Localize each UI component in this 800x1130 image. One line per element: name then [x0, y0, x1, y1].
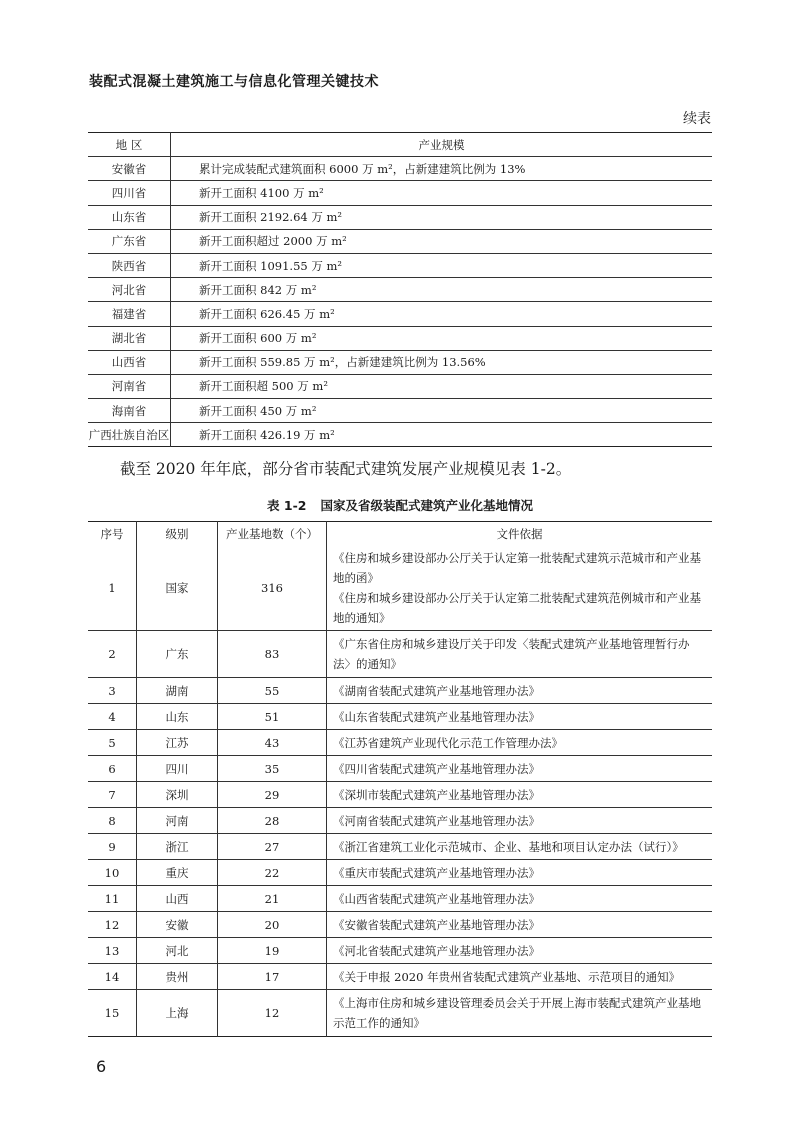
index-cell: 6 [88, 756, 137, 782]
level-cell: 国家 [137, 546, 218, 631]
scale-cell: 新开工面积 2192.64 万 m² [171, 205, 713, 229]
index-cell: 11 [88, 886, 137, 912]
table-body [88, 546, 712, 1037]
table-row [88, 350, 712, 374]
table-row [88, 229, 712, 253]
level-cell: 安徽 [137, 912, 218, 938]
document-cell: 《四川省装配式建筑产业基地管理办法》 [327, 756, 713, 782]
table-header-row [88, 133, 712, 157]
region-cell: 广东省 [88, 229, 171, 253]
table-row [88, 886, 712, 912]
column-header-document: 文件依据 [327, 522, 713, 547]
document-cell: 《重庆市装配式建筑产业基地管理办法》 [327, 860, 713, 886]
table-row [88, 399, 712, 423]
table-row [88, 808, 712, 834]
level-cell: 深圳 [137, 782, 218, 808]
level-cell: 浙江 [137, 834, 218, 860]
count-cell: 28 [218, 808, 327, 834]
count-cell: 27 [218, 834, 327, 860]
table-row [88, 181, 712, 205]
table-row [88, 964, 712, 990]
column-header-scale: 产业规模 [418, 137, 465, 152]
document-cell: 《关于申报 2020 年贵州省装配式建筑产业基地、示范项目的通知》 [327, 964, 713, 990]
scale-cell: 新开工面积 559.85 万 m²，占新建建筑比例为 13.56% [171, 350, 713, 374]
document-cell: 《上海市住房和城乡建设管理委员会关于开展上海市装配式建筑产业基地示范工作的通知》 [327, 990, 713, 1037]
level-cell: 河南 [137, 808, 218, 834]
level-cell: 山西 [137, 886, 218, 912]
table-caption [0, 496, 800, 514]
level-cell: 四川 [137, 756, 218, 782]
region-cell: 山东省 [88, 205, 171, 229]
scale-cell: 累计完成装配式建筑面积 6000 万 m²，占新建建筑比例为 13% [171, 157, 713, 181]
count-cell: 35 [218, 756, 327, 782]
document-cell: 《浙江省建筑工业化示范城市、企业、基地和项目认定办法（试行）》 [327, 834, 713, 860]
count-cell: 21 [218, 886, 327, 912]
table-row [88, 278, 712, 302]
region-cell: 海南省 [88, 399, 171, 423]
table-row [88, 834, 712, 860]
scale-cell: 新开工面积 426.19 万 m² [171, 423, 713, 447]
scale-cell: 新开工面积超过 2000 万 m² [171, 229, 713, 253]
table-row [88, 253, 712, 277]
scale-cell: 新开工面积 1091.55 万 m² [171, 253, 713, 277]
table-row [88, 302, 712, 326]
index-cell: 3 [88, 678, 137, 704]
index-cell: 15 [88, 990, 137, 1037]
table-row [88, 860, 712, 886]
level-cell: 山东 [137, 704, 218, 730]
index-cell: 4 [88, 704, 137, 730]
table-row [88, 374, 712, 398]
count-cell: 316 [218, 546, 327, 631]
column-header-level: 级别 [137, 522, 218, 547]
document-cell: 《河南省装配式建筑产业基地管理办法》 [327, 808, 713, 834]
table-caption-title: 国家及省级装配式建筑产业化基地情况 [320, 498, 533, 513]
running-title: 装配式混凝土建筑施工与信息化管理关键技术 [89, 74, 379, 90]
document-cell: 《山东省装配式建筑产业基地管理办法》 [327, 704, 713, 730]
industrial-base-table [88, 521, 712, 1037]
table-header-row [88, 522, 712, 547]
region-cell: 湖北省 [88, 326, 171, 350]
scale-cell: 新开工面积 4100 万 m² [171, 181, 713, 205]
table-row [88, 756, 712, 782]
count-cell: 20 [218, 912, 327, 938]
column-header-region: 地 区 [88, 133, 171, 157]
level-cell: 江苏 [137, 730, 218, 756]
table-row [88, 546, 712, 631]
scale-cell: 新开工面积 842 万 m² [171, 278, 713, 302]
level-cell: 上海 [137, 990, 218, 1037]
table-row [88, 631, 712, 678]
count-cell: 19 [218, 938, 327, 964]
level-cell: 河北 [137, 938, 218, 964]
count-cell: 12 [218, 990, 327, 1037]
region-cell: 河北省 [88, 278, 171, 302]
table-row [88, 326, 712, 350]
table-row [88, 782, 712, 808]
count-cell: 55 [218, 678, 327, 704]
region-cell: 四川省 [88, 181, 171, 205]
document-cell: 《河北省装配式建筑产业基地管理办法》 [327, 938, 713, 964]
document-cell: 《江苏省建筑产业现代化示范工作管理办法》 [327, 730, 713, 756]
level-cell: 重庆 [137, 860, 218, 886]
region-cell: 山西省 [88, 350, 171, 374]
index-cell: 2 [88, 631, 137, 678]
document-cell: 《深圳市装配式建筑产业基地管理办法》 [327, 782, 713, 808]
document-cell: 《住房和城乡建设部办公厅关于认定第一批装配式建筑示范城市和产业基地的函》 《住房和城乡建设部办公厅关于认定第二批装配式建筑范例城市和产业基地的通知》 [327, 546, 713, 631]
table-row [88, 938, 712, 964]
continued-label: 续表 [683, 111, 711, 127]
document-cell: 《湖南省装配式建筑产业基地管理办法》 [327, 678, 713, 704]
table-row [88, 990, 712, 1037]
level-cell: 广东 [137, 631, 218, 678]
index-cell: 9 [88, 834, 137, 860]
table-row [88, 678, 712, 704]
index-cell: 5 [88, 730, 137, 756]
index-cell: 1 [88, 546, 137, 631]
table-row [88, 423, 712, 447]
table-row [88, 730, 712, 756]
index-cell: 7 [88, 782, 137, 808]
count-cell: 43 [218, 730, 327, 756]
count-cell: 29 [218, 782, 327, 808]
index-cell: 13 [88, 938, 137, 964]
industry-scale-table [88, 132, 712, 447]
index-cell: 10 [88, 860, 137, 886]
page-number: 6 [96, 1057, 107, 1076]
table-row [88, 157, 712, 181]
scale-cell: 新开工面积 626.45 万 m² [171, 302, 713, 326]
region-cell: 陕西省 [88, 253, 171, 277]
column-header-count: 产业基地数（个） [218, 522, 327, 547]
level-cell: 湖南 [137, 678, 218, 704]
scale-cell: 新开工面积超 500 万 m² [171, 374, 713, 398]
column-header-index: 序号 [88, 522, 137, 547]
index-cell: 14 [88, 964, 137, 990]
region-cell: 安徽省 [88, 157, 171, 181]
count-cell: 17 [218, 964, 327, 990]
count-cell: 51 [218, 704, 327, 730]
table-row [88, 704, 712, 730]
level-cell: 贵州 [137, 964, 218, 990]
scale-cell: 新开工面积 600 万 m² [171, 326, 713, 350]
count-cell: 83 [218, 631, 327, 678]
document-cell: 《安徽省装配式建筑产业基地管理办法》 [327, 912, 713, 938]
table-row [88, 912, 712, 938]
index-cell: 12 [88, 912, 137, 938]
table-row [88, 205, 712, 229]
table-caption-number: 表 1-2 [267, 498, 307, 513]
body-paragraph: 截至 2020 年年底，部分省市装配式建筑发展产业规模见表 1-2。 [120, 460, 572, 478]
document-cell: 《广东省住房和城乡建设厅关于印发〈装配式建筑产业基地管理暂行办法〉的通知》 [327, 631, 713, 678]
document-cell: 《山西省装配式建筑产业基地管理办法》 [327, 886, 713, 912]
count-cell: 22 [218, 860, 327, 886]
region-cell: 广西壮族自治区 [88, 423, 171, 447]
region-cell: 河南省 [88, 374, 171, 398]
scale-cell: 新开工面积 450 万 m² [171, 399, 713, 423]
index-cell: 8 [88, 808, 137, 834]
region-cell: 福建省 [88, 302, 171, 326]
